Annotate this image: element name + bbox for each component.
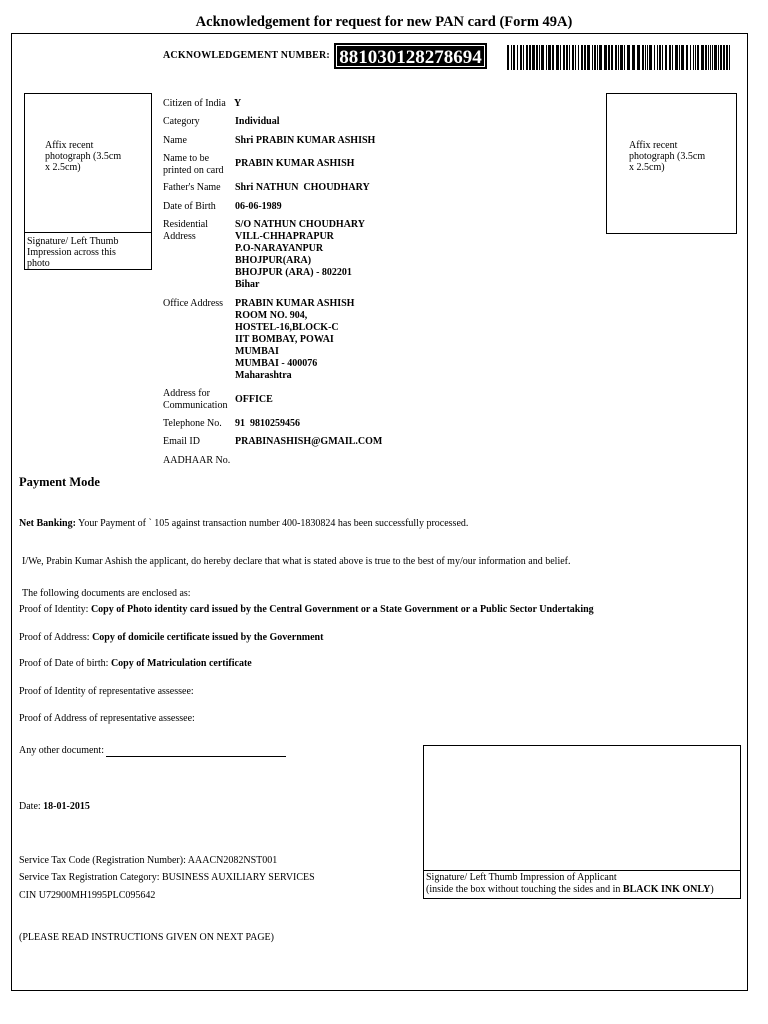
field-value-citizen: Y	[234, 98, 242, 109]
page-title: Acknowledgement for request for new PAN card (Form 49A)	[195, 14, 573, 30]
field-label-aadhaar: AADHAAR No.	[163, 455, 231, 466]
field-label-category: Category	[163, 116, 200, 127]
barcode	[507, 45, 732, 70]
residential-line: P.O-NARAYANPUR	[235, 243, 324, 254]
residential-line: S/O NATHUN CHOUDHARY	[235, 219, 366, 230]
doc-label: Proof of Date of birth:	[19, 658, 109, 669]
field-label-residential: Residential Address	[163, 219, 208, 242]
residential-line: VILL-CHHAPRAPUR	[235, 231, 334, 242]
doc-proof-dob	[19, 658, 252, 670]
field-value-email: PRABINASHISH@GMAIL.COM	[235, 436, 383, 447]
residential-line: Bihar	[235, 279, 260, 290]
field-label-dob: Date of Birth	[163, 201, 216, 212]
cin-number: CIN U72900MH1995PLC095642	[19, 890, 156, 901]
date-row	[19, 801, 90, 813]
date-value: 18-01-2015	[43, 801, 90, 812]
residential-line: BHOJPUR (ARA) - 802201	[235, 267, 352, 278]
field-label-email: Email ID	[163, 436, 200, 447]
date-label: Date:	[19, 801, 41, 812]
photo-signature-strip	[24, 232, 152, 270]
photo-instruction-right: Affix recent photograph (3.5cm x 2.5cm)	[629, 140, 706, 173]
office-line: MUMBAI	[235, 346, 279, 357]
doc-other-blank-line	[106, 745, 286, 757]
field-value-dob: 06-06-1989	[235, 201, 282, 212]
doc-value: Copy of domicile certificate issued by the Government	[92, 632, 324, 643]
signature-caption-line2	[426, 884, 738, 896]
doc-rep-address	[19, 713, 195, 725]
office-line: PRABIN KUMAR ASHISH	[235, 298, 355, 309]
payment-text: Your Payment of ` 105 against transaction number 400-1830824 has been successfully processed.	[78, 518, 469, 529]
office-line: ROOM NO. 904,	[235, 310, 308, 321]
signature-caption-line1: Signature/ Left Thumb Impression of Applicant	[426, 872, 617, 883]
field-label-name: Name	[163, 135, 187, 146]
signature-instruction-end: )	[710, 884, 714, 895]
field-value-office	[235, 298, 354, 382]
field-value-communication: OFFICE	[235, 394, 273, 405]
field-value-telephone: 91 9810259456	[235, 418, 300, 429]
signature-instruction: (inside the box without touching the sides and in	[426, 884, 623, 895]
ack-number: 881030128278694	[334, 43, 487, 69]
doc-label: Proof of Address of representative assessee:	[19, 713, 195, 724]
service-tax-category: Service Tax Registration Category: BUSINESS AUXILIARY SERVICES	[19, 872, 315, 883]
field-value-print-name: PRABIN KUMAR ASHISH	[235, 158, 355, 169]
declaration: I/We, Prabin Kumar Ashish the applicant, do hereby declare that what is stated above is true to the best of my/our information and belief.	[22, 556, 571, 567]
field-value-category: Individual	[235, 116, 280, 127]
doc-rep-identity	[19, 686, 194, 698]
field-label-citizen: Citizen of India	[163, 98, 226, 109]
doc-proof-identity	[19, 604, 594, 616]
field-label-telephone: Telephone No.	[163, 418, 222, 429]
payment-mode-heading: Payment Mode	[19, 475, 100, 489]
black-ink-only: BLACK INK ONLY	[622, 884, 711, 895]
office-line: Maharashtra	[235, 370, 292, 381]
office-line: IIT BOMBAY, POWAI	[235, 334, 334, 345]
payment-status	[19, 518, 468, 530]
doc-other-label: Any other document:	[19, 745, 104, 756]
field-value-father: Shri NATHUN CHOUDHARY	[235, 182, 370, 193]
photo-signature-label: Signature/ Left Thumb Impression across this photo	[27, 236, 119, 269]
service-tax-code: Service Tax Code (Registration Number): AAACN2082NST001	[19, 855, 278, 866]
ack-number-label: ACKNOWLEDGEMENT NUMBER:	[163, 50, 330, 61]
doc-label: Proof of Address:	[19, 632, 90, 643]
field-value-name: Shri PRABIN KUMAR ASHISH	[235, 135, 376, 146]
office-line: MUMBAI - 400076	[235, 358, 318, 369]
field-label-office: Office Address	[163, 298, 224, 309]
doc-value: Copy of Photo identity card issued by the Central Government or a State Government or a Public Sector Undertaking	[90, 604, 594, 615]
photo-instruction-left: Affix recent photograph (3.5cm x 2.5cm)	[45, 140, 122, 173]
signature-caption	[423, 870, 741, 899]
footer-instructions: (PLEASE READ INSTRUCTIONS GIVEN ON NEXT PAGE)	[19, 932, 274, 943]
doc-other	[19, 745, 286, 757]
residential-line: BHOJPUR(ARA)	[235, 255, 312, 266]
field-label-print-name: Name to be printed on card	[163, 153, 224, 176]
field-label-communication: Address for Communication	[163, 388, 228, 411]
field-value-residential	[235, 219, 365, 291]
doc-label: Proof of Identity:	[19, 604, 89, 615]
payment-label: Net Banking:	[19, 518, 76, 529]
photo-box-right	[606, 93, 737, 234]
documents-intro: The following documents are enclosed as:	[22, 588, 191, 599]
doc-value: Copy of Matriculation certificate	[110, 658, 252, 669]
doc-proof-address	[19, 632, 323, 644]
doc-label: Proof of Identity of representative assessee:	[19, 686, 194, 697]
office-line: HOSTEL-16,BLOCK-C	[235, 322, 339, 333]
field-label-father: Father's Name	[163, 182, 221, 193]
